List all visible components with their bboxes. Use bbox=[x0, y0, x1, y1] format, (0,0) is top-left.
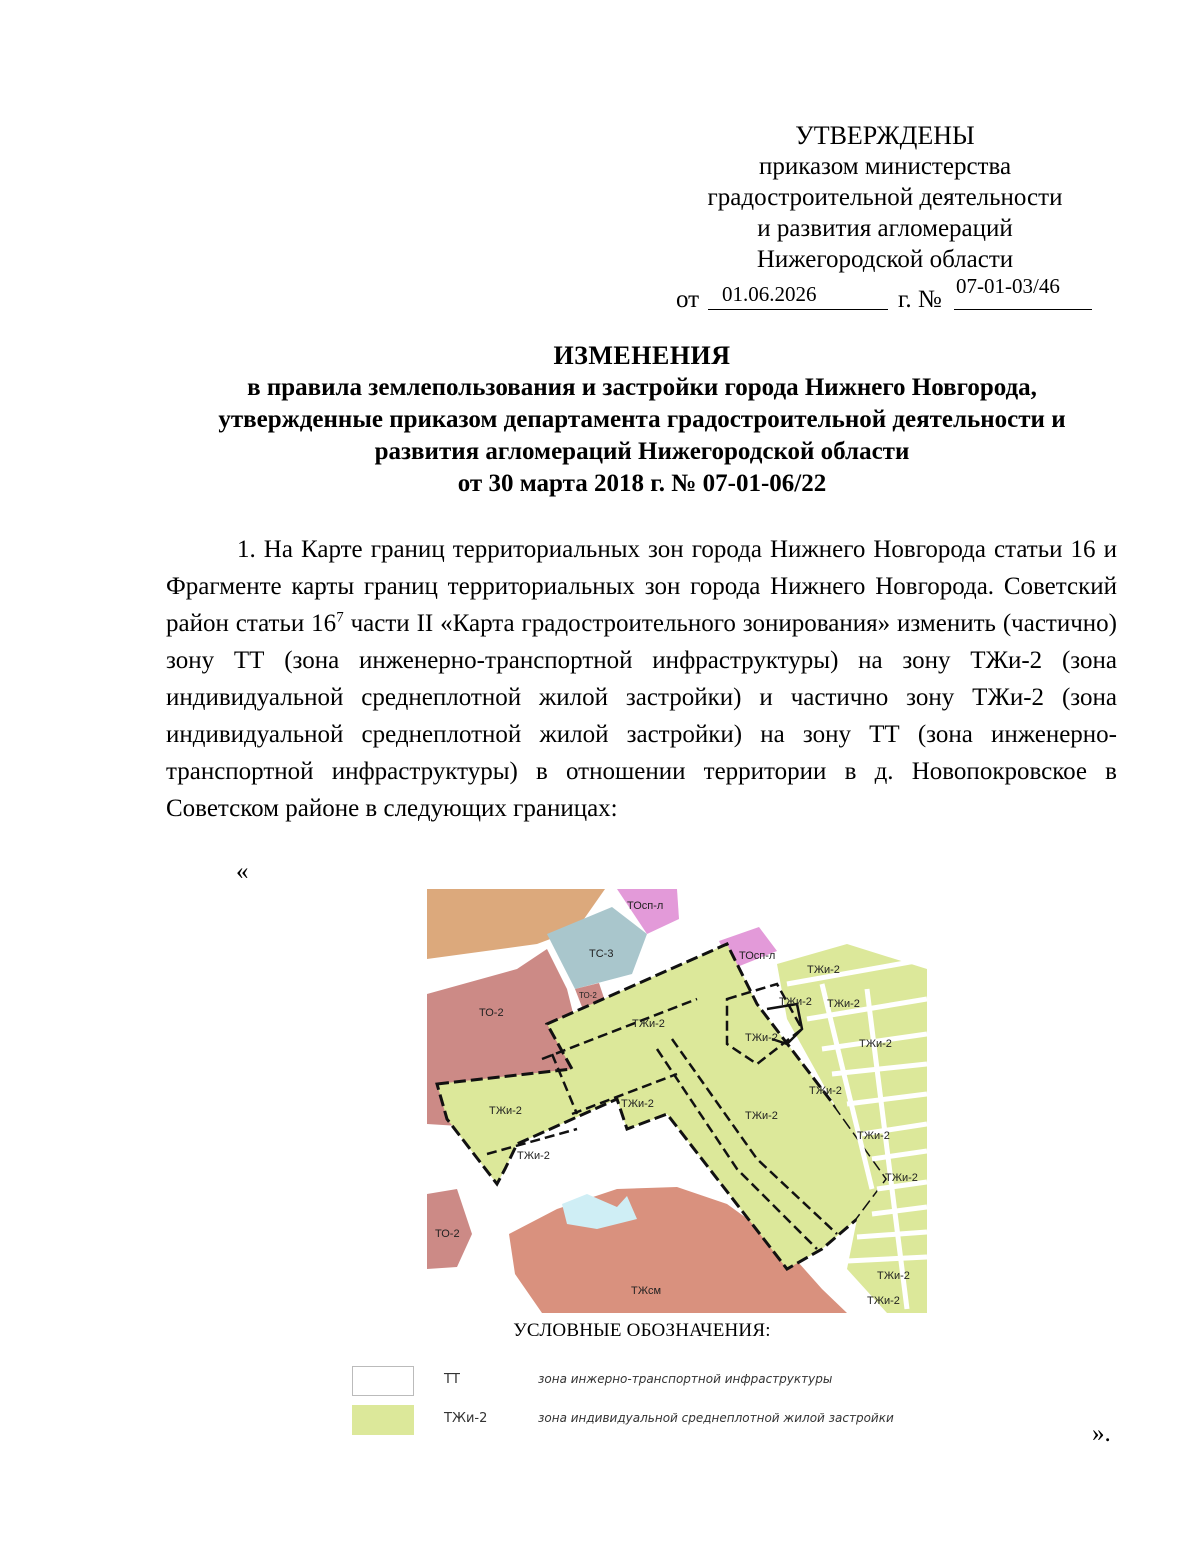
map-label-tosp-b: ТОсп-л bbox=[739, 950, 776, 962]
map-label-tzhi-15: ТЖи-2 bbox=[867, 1295, 900, 1307]
map-label-tc3: ТС-3 bbox=[589, 948, 614, 960]
map-label-tzhi-13: ТЖи-2 bbox=[885, 1172, 918, 1184]
approval-line-1: приказом министерства bbox=[758, 153, 1012, 180]
legend-swatch-tzhi2 bbox=[352, 1405, 414, 1435]
map-label-to2-b: ТО-2 bbox=[435, 1228, 460, 1240]
legend-item-tzhi2 bbox=[352, 1405, 952, 1439]
approval-line-2: градостроительной деятельности bbox=[707, 184, 1063, 211]
legend-desc-tt: зона инжерно-транспортной инфраструктуры bbox=[538, 1372, 833, 1386]
map-label-tzhi-7: ТЖи-2 bbox=[779, 996, 812, 1008]
map-label-tzhi-8: ТЖи-2 bbox=[807, 964, 840, 976]
legend-item-tt bbox=[352, 1366, 952, 1400]
legend-code-tzhi2: ТЖи-2 bbox=[444, 1411, 488, 1426]
map-label-tzhi-11: ТЖи-2 bbox=[809, 1085, 842, 1097]
order-date-number-line bbox=[676, 274, 1106, 320]
approval-line-3: и развития агломераций bbox=[757, 215, 1013, 242]
title-line-4: от 30 марта 2018 г. № 07-01-06/22 bbox=[457, 470, 827, 497]
title-heading: ИЗМЕНЕНИЯ bbox=[553, 341, 731, 370]
map-label-tzhi-9: ТЖи-2 bbox=[827, 998, 860, 1010]
zoning-map bbox=[427, 889, 927, 1313]
body-part-1: 1. На Карте границ территориальных зон города Нижнего Новгорода статьи 16 и Фрагменте карты границ территориальных зон города Нижнего Новгорода. Советский район статьи 16 bbox=[166, 536, 1117, 637]
map-label-tosp-a: ТОсп-л bbox=[627, 900, 664, 912]
document-title bbox=[140, 340, 1144, 500]
legend-swatch-tt bbox=[352, 1366, 414, 1396]
map-label-tzhi-10: ТЖи-2 bbox=[859, 1038, 892, 1050]
legend-code-tt: ТТ bbox=[444, 1372, 460, 1387]
body-part-2: части II «Карта градостроительного зонирования» изменить (частично) зону ТТ (зона инженерно-транспортной инфраструктуры) на зону ТЖи-2 (зона индивидуальной среднеплотной жилой застройки) и частично зону ТЖи-2 (зона индивидуальной среднеплотной жилой застройки) на зону ТТ (зона инженерно-транспортной инфраструктуры) в отношении территории в д. Новопокровское в Советском районе в следующих границах: bbox=[166, 610, 1117, 822]
legend-title: УСЛОВНЫЕ ОБОЗНАЧЕНИЯ: bbox=[513, 1320, 771, 1341]
number-prefix: г. № bbox=[898, 286, 942, 313]
map-label-tzhsm: ТЖсм bbox=[631, 1285, 662, 1297]
map-label-tzhi-14: ТЖи-2 bbox=[877, 1270, 910, 1282]
legend-desc-tzhi2: зона индивидуальной среднеплотной жилой застройки bbox=[538, 1411, 894, 1425]
map-label-to2-a: ТО-2 bbox=[479, 1007, 504, 1019]
body-paragraph bbox=[166, 531, 1117, 827]
quote-close: ». bbox=[1092, 1420, 1111, 1447]
map-label-tzhi-1: ТЖи-2 bbox=[632, 1018, 665, 1030]
title-line-2: утвержденные приказом департамента градостроительной деятельности и bbox=[218, 406, 1066, 433]
title-line-1: в правила землепользования и застройки города Нижнего Новгорода, bbox=[247, 374, 1037, 401]
map-label-tzhi-2: ТЖи-2 bbox=[489, 1105, 522, 1117]
map-label-tzhi-6: ТЖи-2 bbox=[745, 1032, 778, 1044]
map-label-tzhi-4: ТЖи-2 bbox=[621, 1098, 654, 1110]
title-line-3: развития агломераций Нижегородской области bbox=[374, 438, 910, 465]
article-superscript: 7 bbox=[336, 609, 344, 626]
approval-line-4: Нижегородской области bbox=[756, 246, 1014, 273]
order-number-value: 07-01-03/46 bbox=[954, 276, 1092, 310]
approval-block bbox=[660, 120, 1110, 275]
order-date-value: 01.06.2026 bbox=[708, 284, 888, 310]
map-label-tzhi-3: ТЖи-2 bbox=[517, 1150, 550, 1162]
map-label-tzhi-5: ТЖи-2 bbox=[745, 1110, 778, 1122]
quote-open: « bbox=[236, 858, 249, 885]
date-prefix: от bbox=[676, 286, 700, 313]
zoning-map-svg bbox=[427, 889, 927, 1313]
approval-heading: УТВЕРЖДЕНЫ bbox=[795, 121, 975, 150]
map-label-to2-small: ТО-2 bbox=[579, 991, 597, 1000]
map-label-tzhi-12: ТЖи-2 bbox=[857, 1130, 890, 1142]
